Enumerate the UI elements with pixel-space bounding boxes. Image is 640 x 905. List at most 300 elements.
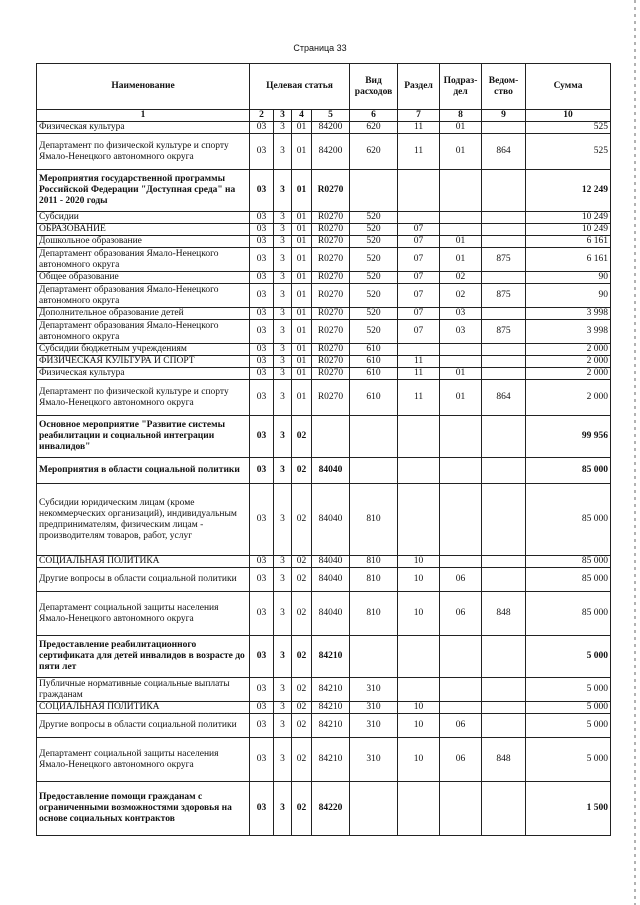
- section: 10: [398, 702, 440, 714]
- expense-type: 520: [350, 308, 398, 320]
- budget-table: [36, 63, 611, 836]
- row-name: Предоставление реабилитационного сертификата для детей инвалидов в возрасте до пяти лет: [37, 636, 250, 678]
- amount: 5 000: [526, 636, 611, 678]
- department-code: [482, 212, 526, 224]
- subsection: [440, 224, 482, 236]
- expense-type: 810: [350, 556, 398, 568]
- target-code-4: R0270: [312, 212, 350, 224]
- amount: 5 000: [526, 678, 611, 702]
- target-code-1: 03: [250, 344, 274, 356]
- column-number-row: [37, 110, 611, 122]
- department-code: [482, 556, 526, 568]
- target-code-2: 3: [274, 416, 292, 458]
- amount: 1 500: [526, 782, 611, 836]
- section: 11: [398, 368, 440, 380]
- department-code: [482, 678, 526, 702]
- table-row: [37, 368, 611, 380]
- expense-type: [350, 636, 398, 678]
- row-name: СОЦИАЛЬНАЯ ПОЛИТИКА: [37, 702, 250, 714]
- amount: 99 956: [526, 416, 611, 458]
- amount: 85 000: [526, 568, 611, 592]
- target-code-3: 01: [292, 236, 312, 248]
- amount: 3 998: [526, 320, 611, 344]
- target-code-2: 3: [274, 224, 292, 236]
- department-code: [482, 702, 526, 714]
- section: 11: [398, 122, 440, 134]
- row-name: Общее образование: [37, 272, 250, 284]
- subsection: [440, 484, 482, 556]
- department-code: [482, 416, 526, 458]
- amount: 85 000: [526, 556, 611, 568]
- target-code-4: 84200: [312, 134, 350, 170]
- expense-type: 520: [350, 224, 398, 236]
- department-code: [482, 224, 526, 236]
- header-target-article: Целевая статья: [250, 64, 350, 110]
- header-department: Ведом- ство: [482, 64, 526, 110]
- expense-type: 520: [350, 212, 398, 224]
- expense-type: 520: [350, 284, 398, 308]
- target-code-2: 3: [274, 568, 292, 592]
- department-code: 864: [482, 134, 526, 170]
- target-code-2: 3: [274, 236, 292, 248]
- amount: 85 000: [526, 592, 611, 636]
- subsection: [440, 170, 482, 212]
- expense-type: 520: [350, 320, 398, 344]
- expense-type: 610: [350, 344, 398, 356]
- target-code-3: 02: [292, 636, 312, 678]
- department-code: 875: [482, 320, 526, 344]
- department-code: [482, 636, 526, 678]
- amount: 12 249: [526, 170, 611, 212]
- expense-type: 310: [350, 714, 398, 738]
- expense-type: 520: [350, 236, 398, 248]
- target-code-4: R0270: [312, 284, 350, 308]
- target-code-2: 3: [274, 248, 292, 272]
- amount: 6 161: [526, 248, 611, 272]
- column-number: 2: [250, 110, 274, 122]
- department-code: [482, 782, 526, 836]
- target-code-2: 3: [274, 380, 292, 416]
- section: 10: [398, 738, 440, 782]
- target-code-1: 03: [250, 368, 274, 380]
- column-number: 5: [312, 110, 350, 122]
- amount: 10 249: [526, 224, 611, 236]
- header-section: Раздел: [398, 64, 440, 110]
- subsection: [440, 458, 482, 484]
- amount: 2 000: [526, 356, 611, 368]
- target-code-1: 03: [250, 782, 274, 836]
- section: 11: [398, 356, 440, 368]
- target-code-4: R0270: [312, 356, 350, 368]
- target-code-2: 3: [274, 484, 292, 556]
- target-code-3: 01: [292, 356, 312, 368]
- section: 11: [398, 134, 440, 170]
- table-row: [37, 320, 611, 344]
- section: [398, 212, 440, 224]
- subsection: 01: [440, 248, 482, 272]
- subsection: [440, 782, 482, 836]
- target-code-3: 01: [292, 224, 312, 236]
- target-code-2: 3: [274, 714, 292, 738]
- target-code-1: 03: [250, 284, 274, 308]
- target-code-2: 3: [274, 272, 292, 284]
- row-name: Субсидии: [37, 212, 250, 224]
- department-code: [482, 568, 526, 592]
- target-code-4: [312, 416, 350, 458]
- subsection: 01: [440, 368, 482, 380]
- subsection: [440, 556, 482, 568]
- page-number-label: Страница 33: [293, 43, 347, 53]
- department-code: [482, 122, 526, 134]
- target-code-4: 84040: [312, 458, 350, 484]
- section: [398, 458, 440, 484]
- amount: 85 000: [526, 458, 611, 484]
- amount: 5 000: [526, 714, 611, 738]
- amount: 2 000: [526, 380, 611, 416]
- target-code-3: 02: [292, 458, 312, 484]
- target-code-3: 01: [292, 272, 312, 284]
- table-row: [37, 170, 611, 212]
- target-code-1: 03: [250, 236, 274, 248]
- table-row: [37, 458, 611, 484]
- subsection: 02: [440, 284, 482, 308]
- subsection: 03: [440, 320, 482, 344]
- target-code-2: 3: [274, 782, 292, 836]
- row-name: Публичные нормативные социальные выплаты гражданам: [37, 678, 250, 702]
- scan-edge: [634, 0, 636, 905]
- amount: 90: [526, 272, 611, 284]
- amount: 5 000: [526, 702, 611, 714]
- section: 07: [398, 236, 440, 248]
- table-row: [37, 272, 611, 284]
- subsection: [440, 678, 482, 702]
- section: 07: [398, 272, 440, 284]
- row-name: Департамент образования Ямало-Ненецкого автономного округа: [37, 248, 250, 272]
- target-code-4: R0270: [312, 248, 350, 272]
- target-code-4: 84040: [312, 568, 350, 592]
- target-code-4: 84040: [312, 592, 350, 636]
- target-code-2: 3: [274, 170, 292, 212]
- header-amount: Сумма: [526, 64, 611, 110]
- target-code-1: 03: [250, 714, 274, 738]
- target-code-2: 3: [274, 284, 292, 308]
- amount: 90: [526, 284, 611, 308]
- section: [398, 416, 440, 458]
- section: [398, 636, 440, 678]
- subsection: 01: [440, 134, 482, 170]
- table-row: [37, 356, 611, 368]
- table-row: [37, 236, 611, 248]
- expense-type: 810: [350, 568, 398, 592]
- target-code-4: R0270: [312, 224, 350, 236]
- amount: 2 000: [526, 368, 611, 380]
- department-code: [482, 484, 526, 556]
- department-code: [482, 308, 526, 320]
- subsection: [440, 212, 482, 224]
- section: 10: [398, 592, 440, 636]
- target-code-3: 02: [292, 738, 312, 782]
- department-code: 875: [482, 284, 526, 308]
- table-row: [37, 416, 611, 458]
- department-code: [482, 344, 526, 356]
- amount: 5 000: [526, 738, 611, 782]
- target-code-4: 84200: [312, 122, 350, 134]
- expense-type: [350, 416, 398, 458]
- table-row: [37, 308, 611, 320]
- target-code-3: 02: [292, 714, 312, 738]
- expense-type: 620: [350, 122, 398, 134]
- table-row: [37, 702, 611, 714]
- target-code-2: 3: [274, 678, 292, 702]
- section: 10: [398, 568, 440, 592]
- header-expense-type: Вид расходов: [350, 64, 398, 110]
- expense-type: 620: [350, 134, 398, 170]
- amount: 85 000: [526, 484, 611, 556]
- target-code-1: 03: [250, 380, 274, 416]
- expense-type: 310: [350, 678, 398, 702]
- department-code: [482, 170, 526, 212]
- subsection: 06: [440, 738, 482, 782]
- section: 07: [398, 248, 440, 272]
- expense-type: 810: [350, 484, 398, 556]
- target-code-3: 02: [292, 484, 312, 556]
- table-row: [37, 380, 611, 416]
- section: 07: [398, 320, 440, 344]
- target-code-2: 3: [274, 356, 292, 368]
- target-code-3: 01: [292, 308, 312, 320]
- column-number: 7: [398, 110, 440, 122]
- target-code-3: 01: [292, 170, 312, 212]
- section: [398, 782, 440, 836]
- target-code-3: 01: [292, 344, 312, 356]
- table-row: [37, 248, 611, 272]
- column-number: 1: [37, 110, 250, 122]
- target-code-2: 3: [274, 212, 292, 224]
- department-code: [482, 458, 526, 484]
- section: [398, 170, 440, 212]
- department-code: [482, 368, 526, 380]
- target-code-1: 03: [250, 122, 274, 134]
- target-code-1: 03: [250, 416, 274, 458]
- target-code-4: R0270: [312, 344, 350, 356]
- target-code-2: 3: [274, 308, 292, 320]
- table-row: [37, 134, 611, 170]
- table-row: [37, 714, 611, 738]
- target-code-1: 03: [250, 458, 274, 484]
- target-code-1: 03: [250, 134, 274, 170]
- subsection: 02: [440, 272, 482, 284]
- department-code: 848: [482, 592, 526, 636]
- subsection: [440, 344, 482, 356]
- target-code-1: 03: [250, 224, 274, 236]
- expense-type: [350, 458, 398, 484]
- target-code-1: 03: [250, 568, 274, 592]
- target-code-3: 02: [292, 678, 312, 702]
- column-number: 8: [440, 110, 482, 122]
- target-code-2: 3: [274, 738, 292, 782]
- table-row: [37, 212, 611, 224]
- target-code-1: 03: [250, 678, 274, 702]
- subsection: [440, 702, 482, 714]
- target-code-4: R0270: [312, 170, 350, 212]
- row-name: Физическая культура: [37, 122, 250, 134]
- section: 10: [398, 556, 440, 568]
- subsection: 06: [440, 714, 482, 738]
- target-code-2: 3: [274, 592, 292, 636]
- row-name: Мероприятия государственной программы Российской Федерации "Доступная среда" на 2011 - 2020 годы: [37, 170, 250, 212]
- target-code-4: 84210: [312, 678, 350, 702]
- department-code: [482, 356, 526, 368]
- department-code: 864: [482, 380, 526, 416]
- subsection: [440, 416, 482, 458]
- target-code-1: 03: [250, 320, 274, 344]
- amount: 10 249: [526, 212, 611, 224]
- subsection: 01: [440, 122, 482, 134]
- section: 10: [398, 714, 440, 738]
- amount: 2 000: [526, 344, 611, 356]
- target-code-3: 01: [292, 284, 312, 308]
- target-code-1: 03: [250, 592, 274, 636]
- target-code-1: 03: [250, 636, 274, 678]
- target-code-1: 03: [250, 170, 274, 212]
- target-code-4: R0270: [312, 308, 350, 320]
- column-number: 4: [292, 110, 312, 122]
- department-code: 875: [482, 248, 526, 272]
- row-name: ФИЗИЧЕСКАЯ КУЛЬТУРА И СПОРТ: [37, 356, 250, 368]
- table-row: [37, 224, 611, 236]
- target-code-3: 02: [292, 592, 312, 636]
- target-code-3: 01: [292, 248, 312, 272]
- target-code-2: 3: [274, 458, 292, 484]
- target-code-4: 84220: [312, 782, 350, 836]
- target-code-1: 03: [250, 738, 274, 782]
- target-code-2: 3: [274, 320, 292, 344]
- table-body: [37, 122, 611, 836]
- table-row: [37, 782, 611, 836]
- section: 07: [398, 284, 440, 308]
- row-name: Физическая культура: [37, 368, 250, 380]
- target-code-1: 03: [250, 272, 274, 284]
- section: 11: [398, 380, 440, 416]
- target-code-4: R0270: [312, 368, 350, 380]
- table-row: [37, 636, 611, 678]
- row-name: Дошкольное образование: [37, 236, 250, 248]
- row-name: Дополнительное образование детей: [37, 308, 250, 320]
- row-name: Департамент социальной защиты населения Ямало-Ненецкого автономного округа: [37, 592, 250, 636]
- target-code-2: 3: [274, 134, 292, 170]
- target-code-1: 03: [250, 356, 274, 368]
- column-number: 6: [350, 110, 398, 122]
- target-code-4: 84040: [312, 484, 350, 556]
- target-code-1: 03: [250, 702, 274, 714]
- target-code-3: 02: [292, 782, 312, 836]
- target-code-3: 02: [292, 416, 312, 458]
- target-code-4: 84210: [312, 636, 350, 678]
- expense-type: 310: [350, 738, 398, 782]
- row-name: Основное мероприятие "Развитие системы реабилитации и социальной интеграции инвалидов": [37, 416, 250, 458]
- target-code-2: 3: [274, 344, 292, 356]
- row-name: Другие вопросы в области социальной политики: [37, 568, 250, 592]
- expense-type: 610: [350, 380, 398, 416]
- amount: 525: [526, 122, 611, 134]
- target-code-3: 01: [292, 368, 312, 380]
- expense-type: 310: [350, 702, 398, 714]
- expense-type: 610: [350, 356, 398, 368]
- table-row: [37, 738, 611, 782]
- target-code-3: 02: [292, 556, 312, 568]
- department-code: [482, 236, 526, 248]
- target-code-4: 84210: [312, 714, 350, 738]
- target-code-2: 3: [274, 122, 292, 134]
- target-code-3: 01: [292, 320, 312, 344]
- row-name: Департамент социальной защиты населения Ямало-Ненецкого автономного округа: [37, 738, 250, 782]
- section: [398, 344, 440, 356]
- table-row: [37, 556, 611, 568]
- target-code-4: R0270: [312, 272, 350, 284]
- row-name: Другие вопросы в области социальной политики: [37, 714, 250, 738]
- table-row: [37, 284, 611, 308]
- department-code: 848: [482, 738, 526, 782]
- column-number: 10: [526, 110, 611, 122]
- subsection: [440, 636, 482, 678]
- subsection: 06: [440, 592, 482, 636]
- target-code-1: 03: [250, 308, 274, 320]
- target-code-4: 84210: [312, 702, 350, 714]
- expense-type: 520: [350, 248, 398, 272]
- table-row: [37, 568, 611, 592]
- department-code: [482, 272, 526, 284]
- target-code-4: 84040: [312, 556, 350, 568]
- subsection: 06: [440, 568, 482, 592]
- amount: 3 998: [526, 308, 611, 320]
- target-code-1: 03: [250, 556, 274, 568]
- row-name: Предоставление помощи гражданам с ограниченными возможностями здоровья на основе социальных контрактов: [37, 782, 250, 836]
- expense-type: 520: [350, 272, 398, 284]
- subsection: [440, 356, 482, 368]
- section: [398, 484, 440, 556]
- target-code-4: R0270: [312, 320, 350, 344]
- target-code-4: 84210: [312, 738, 350, 782]
- table-row: [37, 344, 611, 356]
- target-code-2: 3: [274, 702, 292, 714]
- row-name: СОЦИАЛЬНАЯ ПОЛИТИКА: [37, 556, 250, 568]
- table-row: [37, 122, 611, 134]
- column-number: 3: [274, 110, 292, 122]
- target-code-4: R0270: [312, 236, 350, 248]
- row-name: ОБРАЗОВАНИЕ: [37, 224, 250, 236]
- row-name: Департамент по физической культуре и спорту Ямало-Ненецкого автономного округа: [37, 380, 250, 416]
- subsection: 01: [440, 236, 482, 248]
- row-name: Мероприятия в области социальной политики: [37, 458, 250, 484]
- section: [398, 678, 440, 702]
- target-code-1: 03: [250, 484, 274, 556]
- target-code-2: 3: [274, 368, 292, 380]
- target-code-2: 3: [274, 556, 292, 568]
- row-name: Департамент по физической культуре и спорту Ямало-Ненецкого автономного округа: [37, 134, 250, 170]
- table-row: [37, 678, 611, 702]
- row-name: Субсидии юридическим лицам (кроме некоммерческих организаций), индивидуальным предпринимателям, физическим лицам - производителям товаров, работ, услуг: [37, 484, 250, 556]
- expense-type: 610: [350, 368, 398, 380]
- department-code: [482, 714, 526, 738]
- subsection: 01: [440, 380, 482, 416]
- row-name: Субсидии бюджетным учреждениям: [37, 344, 250, 356]
- target-code-3: 01: [292, 380, 312, 416]
- target-code-3: 01: [292, 122, 312, 134]
- row-name: Департамент образования Ямало-Ненецкого автономного округа: [37, 284, 250, 308]
- target-code-2: 3: [274, 636, 292, 678]
- column-number: 9: [482, 110, 526, 122]
- expense-type: 810: [350, 592, 398, 636]
